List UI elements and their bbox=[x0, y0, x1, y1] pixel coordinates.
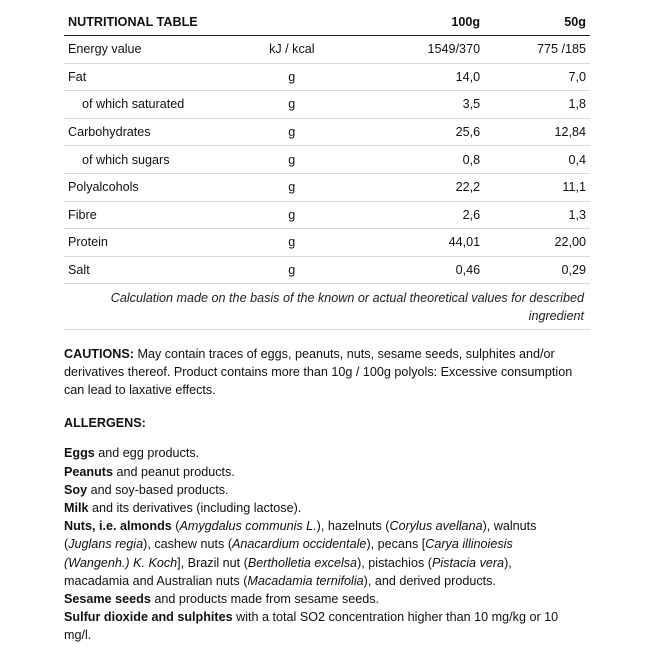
allergen-text: ), pistachios ( bbox=[357, 555, 432, 570]
nutrition-label bbox=[64, 9, 592, 645]
nutrient-unit: kJ / kcal bbox=[243, 36, 341, 64]
allergen-text: ), pecans [ bbox=[366, 537, 426, 552]
table-row bbox=[64, 229, 590, 257]
nutrient-unit: g bbox=[243, 201, 341, 229]
value-per-50g: 12,84 bbox=[484, 118, 590, 146]
latin-name: Juglans regia bbox=[68, 537, 144, 552]
table-row bbox=[64, 91, 590, 119]
allergen-text: ), walnuts ( bbox=[64, 519, 537, 552]
value-per-50g: 1,3 bbox=[484, 201, 590, 229]
header-title: NUTRITIONAL TABLE bbox=[64, 9, 243, 36]
cautions-paragraph bbox=[64, 345, 574, 399]
table-body bbox=[64, 36, 590, 284]
allergen-name: Soy bbox=[64, 482, 88, 497]
nutrient-name: Protein bbox=[64, 229, 243, 257]
nutrient-unit: g bbox=[243, 63, 341, 91]
value-per-100g: 44,01 bbox=[341, 229, 484, 257]
allergen-item bbox=[64, 481, 564, 499]
value-per-50g: 7,0 bbox=[484, 63, 590, 91]
latin-name: Bertholletia excelsa bbox=[247, 555, 358, 570]
calculation-note: Calculation made on the basis of the known or actual theoretical values for described ingredient bbox=[64, 284, 590, 330]
value-per-100g: 1549/370 bbox=[341, 36, 484, 64]
table-row bbox=[64, 36, 590, 64]
allergen-text: ( bbox=[171, 519, 180, 534]
nutrient-name: Fibre bbox=[64, 201, 243, 229]
value-per-100g: 14,0 bbox=[341, 63, 484, 91]
nutrient-name: of which saturated bbox=[64, 91, 243, 119]
latin-name: Pistacia vera bbox=[431, 555, 505, 570]
value-per-50g: 775 /185 bbox=[484, 36, 590, 64]
latin-name: Corylus avellana bbox=[389, 519, 483, 534]
table-row bbox=[64, 118, 590, 146]
allergen-name: Milk bbox=[64, 500, 89, 515]
cautions-text: May contain traces of eggs, peanuts, nuts, sesame seeds, sulphites and/or derivatives thereof. Product contains more than 10g / 100g polyols: Excessive consumption can lead to laxative effects. bbox=[64, 347, 573, 398]
nutrient-name: Polyalcohols bbox=[64, 173, 243, 201]
value-per-50g: 0,4 bbox=[484, 146, 590, 174]
value-per-100g: 0,46 bbox=[341, 256, 484, 284]
nutrient-unit: g bbox=[243, 91, 341, 119]
allergen-name: Peanuts bbox=[64, 464, 113, 479]
nutrient-name: Salt bbox=[64, 256, 243, 284]
nutrient-name: Energy value bbox=[64, 36, 243, 64]
value-per-100g: 25,6 bbox=[341, 118, 484, 146]
latin-name: Macadamia ternifolia bbox=[247, 573, 364, 588]
latin-name: Anacardium occidentale bbox=[232, 537, 367, 552]
allergen-item bbox=[64, 463, 564, 481]
allergen-text: with a total SO2 concentration higher than 10 mg/kg or 10 mg/l. bbox=[64, 610, 559, 643]
allergen-name: Sesame seeds bbox=[64, 591, 151, 606]
allergen-item bbox=[64, 499, 564, 517]
value-per-100g: 22,2 bbox=[341, 173, 484, 201]
allergen-text: and egg products. bbox=[94, 446, 200, 461]
allergen-text: ), hazelnuts ( bbox=[316, 519, 390, 534]
nutritional-table bbox=[64, 9, 590, 330]
allergen-text: and soy-based products. bbox=[87, 482, 229, 497]
value-per-50g: 22,00 bbox=[484, 229, 590, 257]
allergens-title: ALLERGENS: bbox=[64, 416, 146, 431]
allergen-text: ], Brazil nut ( bbox=[177, 555, 248, 570]
value-per-50g: 11,1 bbox=[484, 173, 590, 201]
allergen-item bbox=[64, 608, 564, 644]
allergen-item bbox=[64, 590, 564, 608]
value-per-100g: 3,5 bbox=[341, 91, 484, 119]
header-per-100g: 100g bbox=[341, 9, 484, 36]
nutrient-unit: g bbox=[243, 256, 341, 284]
header-unit bbox=[243, 9, 341, 36]
value-per-100g: 2,6 bbox=[341, 201, 484, 229]
table-row bbox=[64, 63, 590, 91]
allergen-name: Eggs bbox=[64, 446, 95, 461]
table-row bbox=[64, 146, 590, 174]
allergen-item bbox=[64, 444, 564, 462]
allergen-text: and its derivatives (including lactose). bbox=[88, 500, 302, 515]
nutrient-unit: g bbox=[243, 229, 341, 257]
value-per-100g: 0,8 bbox=[341, 146, 484, 174]
table-row bbox=[64, 173, 590, 201]
allergen-text: ), and derived products. bbox=[363, 573, 496, 588]
nutrient-unit: g bbox=[243, 118, 341, 146]
allergen-text: and peanut products. bbox=[113, 464, 235, 479]
nutrient-unit: g bbox=[243, 173, 341, 201]
nutrient-name: of which sugars bbox=[64, 146, 243, 174]
header-per-50g: 50g bbox=[484, 9, 590, 36]
table-header-row bbox=[64, 9, 590, 36]
allergen-list bbox=[64, 444, 564, 644]
nutrient-name: Fat bbox=[64, 63, 243, 91]
latin-name: Amygdalus communis L. bbox=[179, 519, 317, 534]
allergen-name: Sulfur dioxide and sulphites bbox=[64, 610, 233, 625]
allergen-name: Nuts, i.e. almonds bbox=[64, 519, 172, 534]
nutrient-unit: g bbox=[243, 146, 341, 174]
table-row bbox=[64, 201, 590, 229]
table-row bbox=[64, 256, 590, 284]
value-per-50g: 1,8 bbox=[484, 91, 590, 119]
latin-name: Carya illinoiesis (Wangenh.) K. Koch bbox=[64, 537, 513, 570]
value-per-50g: 0,29 bbox=[484, 256, 590, 284]
allergen-text: ), macadamia and Australian nuts ( bbox=[64, 555, 512, 588]
allergen-text: and products made from sesame seeds. bbox=[150, 591, 380, 606]
allergen-text: ), cashew nuts ( bbox=[143, 537, 233, 552]
allergen-item bbox=[64, 517, 564, 590]
cautions-label: CAUTIONS: bbox=[64, 347, 134, 362]
nutrient-name: Carbohydrates bbox=[64, 118, 243, 146]
table-note-row bbox=[64, 284, 590, 330]
